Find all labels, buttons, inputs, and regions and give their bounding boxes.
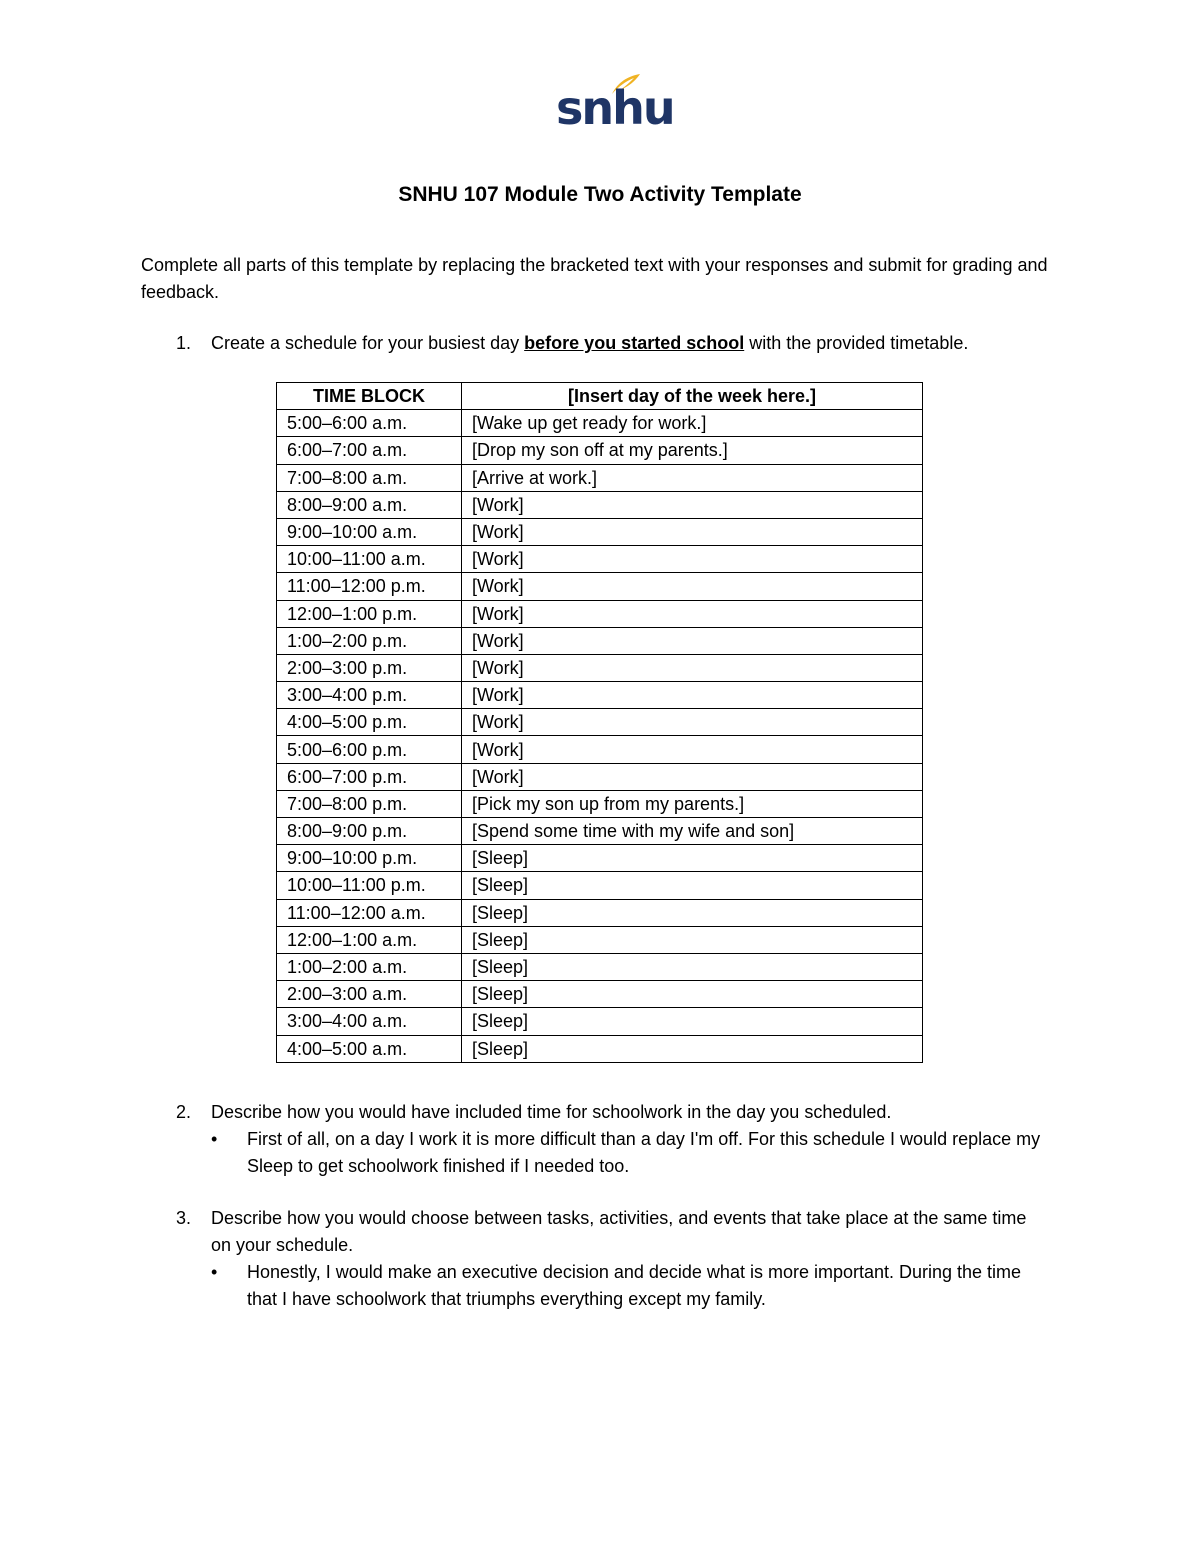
- table-row: [277, 709, 923, 736]
- activity-cell: [Sleep]: [462, 1008, 923, 1035]
- activity-cell: [Work]: [462, 491, 923, 518]
- question-text: Describe how you would choose between tasks, activities, and events that take place at the same time on your schedule.: [211, 1208, 1027, 1255]
- activity-cell: [Work]: [462, 654, 923, 681]
- time-block-cell: 5:00–6:00 p.m.: [277, 736, 462, 763]
- question-text: [211, 330, 1051, 357]
- time-block-cell: 11:00–12:00 a.m.: [277, 899, 462, 926]
- activity-cell: [Sleep]: [462, 872, 923, 899]
- activity-cell: [Work]: [462, 627, 923, 654]
- time-block-cell: 1:00–2:00 p.m.: [277, 627, 462, 654]
- bullet-icon: •: [211, 1129, 218, 1149]
- activity-cell: [Drop my son off at my parents.]: [462, 437, 923, 464]
- table-row: [277, 1035, 923, 1062]
- activity-cell: [Pick my son up from my parents.]: [462, 790, 923, 817]
- activity-cell: [Sleep]: [462, 845, 923, 872]
- activity-cell: [Spend some time with my wife and son]: [462, 818, 923, 845]
- time-block-cell: 6:00–7:00 p.m.: [277, 763, 462, 790]
- activity-cell: [Sleep]: [462, 953, 923, 980]
- table-row: [277, 845, 923, 872]
- activity-cell: [Sleep]: [462, 899, 923, 926]
- question-text-after: with the provided timetable.: [744, 333, 969, 353]
- question-number: 3.: [176, 1208, 192, 1228]
- activity-cell: [Work]: [462, 763, 923, 790]
- table-row: [277, 600, 923, 627]
- intro-paragraph: Complete all parts of this template by replacing the bracketed text with your responses and submit for grading and feedback.: [141, 255, 1048, 302]
- time-block-cell: 9:00–10:00 a.m.: [277, 518, 462, 545]
- time-block-cell: 4:00–5:00 p.m.: [277, 709, 462, 736]
- activity-cell: [Work]: [462, 518, 923, 545]
- time-block-cell: 11:00–12:00 p.m.: [277, 573, 462, 600]
- time-block-cell: 3:00–4:00 p.m.: [277, 682, 462, 709]
- table-row: [277, 491, 923, 518]
- table-row: [277, 736, 923, 763]
- activity-cell: [Work]: [462, 600, 923, 627]
- question-emphasis: before you started school: [524, 333, 745, 353]
- activity-cell: [Sleep]: [462, 981, 923, 1008]
- time-block-cell: 4:00–5:00 a.m.: [277, 1035, 462, 1062]
- table-row: [277, 926, 923, 953]
- schedule-body: [277, 410, 923, 1063]
- time-block-cell: 1:00–2:00 a.m.: [277, 953, 462, 980]
- answer-text: Honestly, I would make an executive decision and decide what is more important. During the time that I have schoolwork that triumphs everything except my family.: [247, 1262, 1022, 1309]
- table-row: [277, 763, 923, 790]
- header-time-block: TIME BLOCK: [277, 383, 462, 410]
- time-block-cell: 8:00–9:00 p.m.: [277, 818, 462, 845]
- time-block-cell: 2:00–3:00 p.m.: [277, 654, 462, 681]
- answer-text: First of all, on a day I work it is more difficult than a day I'm off. For this schedule I would replace my Sleep to get schoolwork finished if I needed too.: [247, 1129, 1041, 1176]
- table-row: [277, 872, 923, 899]
- question-number: 2.: [176, 1102, 192, 1122]
- table-row: [277, 818, 923, 845]
- table-row: [277, 518, 923, 545]
- time-block-cell: 10:00–11:00 p.m.: [277, 872, 462, 899]
- time-block-cell: 6:00–7:00 a.m.: [277, 437, 462, 464]
- time-block-cell: 12:00–1:00 a.m.: [277, 926, 462, 953]
- table-row: [277, 546, 923, 573]
- table-row: [277, 899, 923, 926]
- table-row: [277, 573, 923, 600]
- activity-cell: [Work]: [462, 546, 923, 573]
- time-block-cell: 10:00–11:00 a.m.: [277, 546, 462, 573]
- question-text-before: Create a schedule for your busiest day: [211, 333, 525, 353]
- page-title: SNHU 107 Module Two Activity Template: [398, 183, 802, 206]
- time-block-cell: 2:00–3:00 a.m.: [277, 981, 462, 1008]
- time-block-cell: 7:00–8:00 p.m.: [277, 790, 462, 817]
- activity-cell: [Wake up get ready for work.]: [462, 410, 923, 437]
- table-row: [277, 981, 923, 1008]
- time-block-cell: 3:00–4:00 a.m.: [277, 1008, 462, 1035]
- question-number: 1.: [176, 333, 192, 353]
- table-row: [277, 790, 923, 817]
- table-row: [277, 682, 923, 709]
- header-day: [Insert day of the week here.]: [462, 383, 923, 410]
- activity-cell: [Work]: [462, 682, 923, 709]
- table-row: [277, 654, 923, 681]
- table-header-row: [277, 383, 923, 410]
- activity-cell: [Arrive at work.]: [462, 464, 923, 491]
- table-row: [277, 953, 923, 980]
- time-block-cell: 12:00–1:00 p.m.: [277, 600, 462, 627]
- table-row: [277, 1008, 923, 1035]
- table-row: [277, 627, 923, 654]
- activity-cell: [Sleep]: [462, 1035, 923, 1062]
- table-row: [277, 464, 923, 491]
- activity-cell: [Sleep]: [462, 926, 923, 953]
- time-block-cell: 8:00–9:00 a.m.: [277, 491, 462, 518]
- activity-cell: [Work]: [462, 736, 923, 763]
- time-block-cell: 7:00–8:00 a.m.: [277, 464, 462, 491]
- time-block-cell: 9:00–10:00 p.m.: [277, 845, 462, 872]
- schedule-table: [276, 382, 923, 1063]
- time-block-cell: 5:00–6:00 a.m.: [277, 410, 462, 437]
- activity-cell: [Work]: [462, 709, 923, 736]
- table-row: [277, 437, 923, 464]
- bullet-icon: •: [211, 1262, 218, 1282]
- question-text: Describe how you would have included time for schoolwork in the day you scheduled.: [211, 1102, 892, 1122]
- table-row: [277, 410, 923, 437]
- logo-wordmark: snhu: [556, 81, 674, 135]
- activity-cell: [Work]: [462, 573, 923, 600]
- snhu-logo: [548, 72, 674, 136]
